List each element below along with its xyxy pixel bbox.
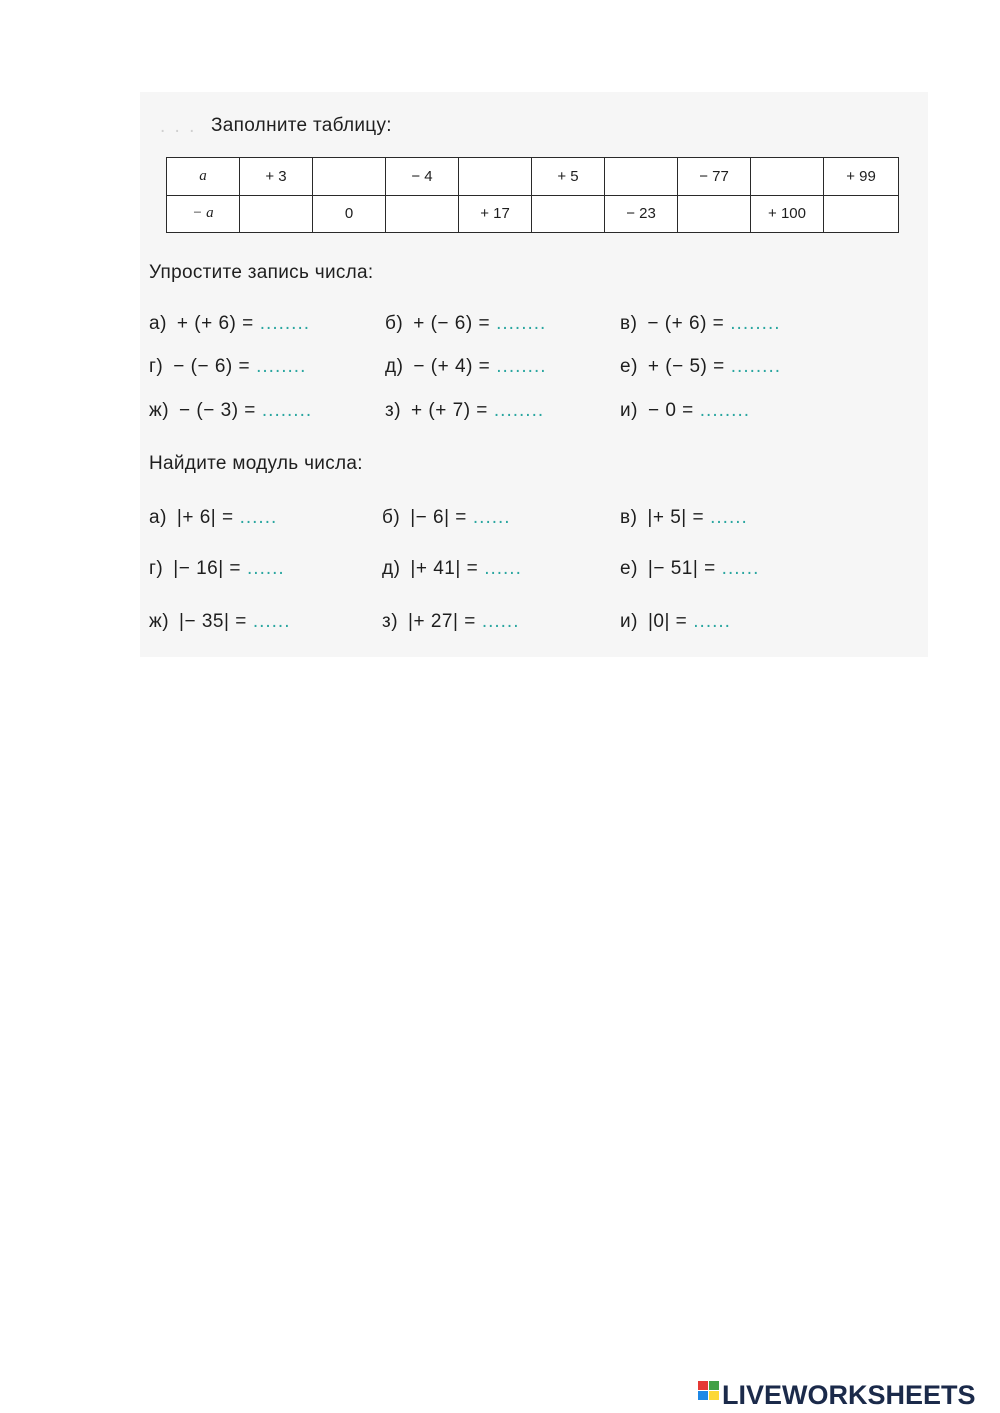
exercise-item: б) |− 6| = ...... — [382, 507, 511, 528]
table-row-neg-a — [167, 195, 899, 233]
answer-blank[interactable]: ...... — [481, 611, 520, 632]
task1-title: Заполните таблицу: — [211, 115, 392, 136]
answer-blank[interactable]: ...... — [247, 558, 285, 579]
exercise-item: и) − 0 = ........ — [620, 400, 751, 421]
table-cell-answer[interactable] — [240, 195, 313, 233]
table-cell: a — [167, 158, 240, 196]
task3-title: Найдите модуль числа: — [149, 453, 363, 474]
answer-blank[interactable]: ........ — [496, 313, 547, 334]
task2-title: Упростите запись числа: — [149, 262, 374, 283]
exercise-item: а) + (+ 6) = ........ — [149, 313, 310, 334]
table-row-a — [167, 158, 899, 196]
table-cell: 0 — [313, 195, 386, 233]
exercise-item: г) |− 16| = ...... — [149, 558, 285, 579]
exercise-item: е) + (− 5) = ........ — [620, 356, 781, 377]
table-cell: − 4 — [386, 158, 459, 196]
answer-blank[interactable]: ........ — [259, 313, 310, 334]
task-number-faded: . . . — [160, 116, 197, 137]
table-cell: + 17 — [459, 195, 532, 233]
answer-blank[interactable]: ........ — [493, 400, 545, 421]
answer-blank[interactable]: ........ — [699, 400, 751, 421]
table-cell-answer[interactable] — [824, 195, 899, 233]
answer-blank[interactable]: ...... — [693, 611, 731, 632]
table-cell: + 5 — [532, 158, 605, 196]
exercise-item: з) |+ 27| = ...... — [382, 611, 520, 632]
exercise-item: е) |− 51| = ...... — [620, 558, 760, 579]
exercise-item: б) + (− 6) = ........ — [385, 313, 547, 334]
logo-text: LIVEWORKSHEETS — [722, 1379, 976, 1410]
exercise-item: д) − (+ 4) = ........ — [385, 356, 547, 377]
answer-blank[interactable]: ...... — [710, 507, 748, 528]
exercise-item: з) + (+ 7) = ........ — [385, 400, 545, 421]
exercise-item: а) |+ 6| = ...... — [149, 507, 278, 528]
liveworksheets-logo[interactable] — [698, 1378, 976, 1412]
answer-blank[interactable]: ........ — [496, 356, 547, 377]
table-cell: + 100 — [751, 195, 824, 233]
answer-blank[interactable]: ...... — [484, 558, 522, 579]
table-cell-answer[interactable] — [313, 158, 386, 196]
answer-blank[interactable]: ...... — [472, 507, 511, 528]
exercise-item: и) |0| = ...... — [620, 611, 731, 632]
exercise-item: ж) − (− 3) = ........ — [149, 400, 313, 421]
answer-blank[interactable]: ........ — [730, 313, 781, 334]
answer-blank[interactable]: ........ — [261, 400, 313, 421]
values-table — [166, 157, 899, 233]
exercise-item: ж) |− 35| = ...... — [149, 611, 291, 632]
answer-blank[interactable]: ...... — [721, 558, 760, 579]
table-cell: + 99 — [824, 158, 899, 196]
table-cell-answer[interactable] — [678, 195, 751, 233]
exercise-item: г) − (− 6) = ........ — [149, 356, 307, 377]
table-cell: − 77 — [678, 158, 751, 196]
exercise-item: в) − (+ 6) = ........ — [620, 313, 781, 334]
table-cell-answer[interactable] — [386, 195, 459, 233]
table-cell: − a — [167, 195, 240, 233]
answer-blank[interactable]: ........ — [256, 356, 307, 377]
table-cell-answer[interactable] — [459, 158, 532, 196]
answer-blank[interactable]: ...... — [239, 507, 278, 528]
exercise-item: в) |+ 5| = ...... — [620, 507, 748, 528]
table-cell-answer[interactable] — [605, 158, 678, 196]
table-cell-answer[interactable] — [532, 195, 605, 233]
logo-blocks-icon — [698, 1381, 720, 1409]
table-cell-answer[interactable] — [751, 158, 824, 196]
answer-blank[interactable]: ...... — [252, 611, 291, 632]
table-cell: − 23 — [605, 195, 678, 233]
exercise-item: д) |+ 41| = ...... — [382, 558, 522, 579]
answer-blank[interactable]: ........ — [730, 356, 781, 377]
table-cell: + 3 — [240, 158, 313, 196]
